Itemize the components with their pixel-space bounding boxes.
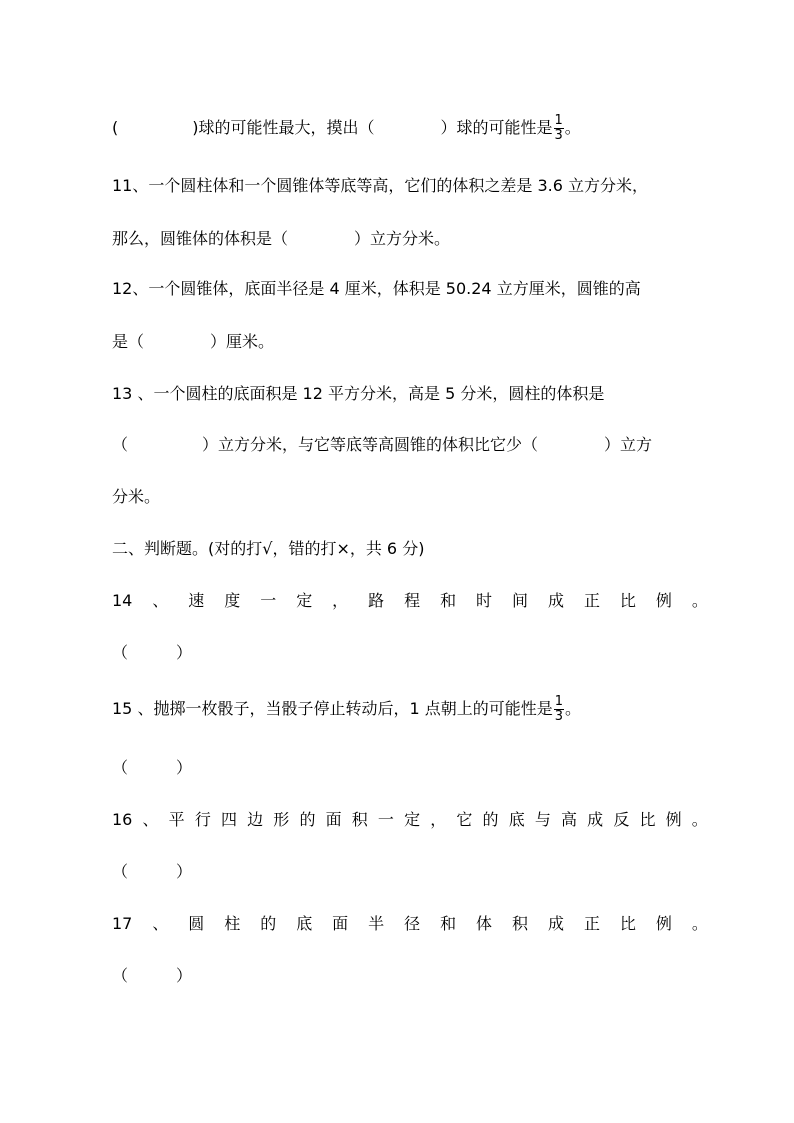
q14-char: 成 bbox=[547, 591, 564, 610]
q14-char: 速 bbox=[188, 591, 205, 610]
q10-fraction bbox=[554, 114, 564, 143]
q16-char: 积 bbox=[351, 810, 368, 829]
q16-char: 的 bbox=[299, 810, 316, 829]
q17-statement bbox=[112, 909, 708, 939]
q16-char: 形 bbox=[273, 810, 290, 829]
q12-line1: 12、一个圆锥体，底面半径是 4 厘米，体积是 50.24 立方厘米，圆锥的高 bbox=[112, 279, 641, 298]
q17-char: 体 bbox=[476, 914, 493, 933]
q16-char: 。 bbox=[691, 810, 708, 829]
q10-frac-den: 3 bbox=[554, 128, 563, 143]
q10-open-paren: ( bbox=[112, 118, 119, 137]
q12-line2-a: 是（ bbox=[112, 332, 145, 351]
q11-line2-a: 那么，圆锥体的体积是（ bbox=[112, 229, 289, 248]
q16-char: 、 bbox=[142, 810, 159, 829]
q17-char: 圆 bbox=[188, 914, 205, 933]
q16-statement bbox=[112, 805, 708, 835]
q16-char: 比 bbox=[639, 810, 656, 829]
q10-period: 。 bbox=[564, 118, 581, 137]
q14-char: 。 bbox=[691, 591, 708, 610]
q14-char: 一 bbox=[260, 591, 277, 610]
q10-frac-num: 1 bbox=[554, 113, 563, 128]
q12-line2-b: ）厘米。 bbox=[210, 332, 275, 351]
q17-char: 成 bbox=[547, 914, 564, 933]
q15-frac-num: 1 bbox=[554, 694, 563, 709]
section2-heading: 二、判断题。(对的打√，错的打×，共 6 分) bbox=[112, 539, 425, 558]
q15-answer-paren[interactable]: （ ） bbox=[112, 758, 193, 777]
q16-char: 高 bbox=[561, 810, 578, 829]
q16-char: 平 bbox=[168, 810, 185, 829]
q15-period: 。 bbox=[565, 699, 582, 718]
q17-char: 的 bbox=[260, 914, 277, 933]
q16-char: 行 bbox=[194, 810, 211, 829]
q17-char: 底 bbox=[296, 914, 313, 933]
q15-frac-den: 3 bbox=[554, 709, 563, 724]
q11-line2 bbox=[112, 224, 708, 254]
q16-char: 与 bbox=[534, 810, 551, 829]
q13-line2-b: ）立方分米，与它等底等高圆锥的体积比它少（ bbox=[202, 435, 539, 454]
q17-char: 积 bbox=[512, 914, 529, 933]
q17-char: 例 bbox=[655, 914, 672, 933]
q13-line2-a: （ bbox=[112, 435, 129, 454]
q14-char: 14 bbox=[112, 591, 133, 610]
q16-char: 它 bbox=[456, 810, 473, 829]
q10-mid-text: )球的可能性最大，摸出（ bbox=[192, 118, 375, 137]
q16-char: 成 bbox=[587, 810, 604, 829]
q14-char: 定 bbox=[296, 591, 313, 610]
q16-char: 底 bbox=[508, 810, 525, 829]
q15-text: 15 、抛掷一枚骰子，当骰子停止转动后，1 点朝上的可能性是 bbox=[112, 699, 553, 718]
q14-char: 程 bbox=[404, 591, 421, 610]
q17-char: 径 bbox=[404, 914, 421, 933]
q16-char: 面 bbox=[325, 810, 342, 829]
q10-end-text: ）球的可能性是 bbox=[440, 118, 553, 137]
q12-line2 bbox=[112, 327, 708, 357]
q17-char: 比 bbox=[619, 914, 636, 933]
q14-char: 路 bbox=[368, 591, 385, 610]
q17-char: 面 bbox=[332, 914, 349, 933]
q16-answer-paren[interactable]: （ ） bbox=[112, 862, 193, 881]
q16-char: 16 bbox=[112, 810, 133, 829]
q13-line2 bbox=[112, 430, 708, 460]
q17-char: 半 bbox=[368, 914, 385, 933]
q17-char: 。 bbox=[691, 914, 708, 933]
q10-answer-line bbox=[112, 113, 708, 143]
q17-answer-paren[interactable]: （ ） bbox=[112, 966, 193, 985]
q14-statement bbox=[112, 586, 708, 616]
q14-char: ， bbox=[332, 591, 349, 610]
q14-char: 间 bbox=[512, 591, 529, 610]
q13-line2-c: ）立方 bbox=[604, 435, 653, 454]
q14-char: 比 bbox=[619, 591, 636, 610]
q15-fraction bbox=[554, 695, 564, 724]
q17-char: 17 bbox=[112, 914, 133, 933]
q13-line3: 分米。 bbox=[112, 487, 161, 506]
q17-char: 正 bbox=[583, 914, 600, 933]
q14-char: 和 bbox=[440, 591, 457, 610]
q17-char: 、 bbox=[152, 914, 169, 933]
q15-statement bbox=[112, 694, 708, 724]
q16-char: 例 bbox=[665, 810, 682, 829]
q14-char: 例 bbox=[655, 591, 672, 610]
q16-char: 四 bbox=[220, 810, 237, 829]
q16-char: 一 bbox=[377, 810, 394, 829]
q17-char: 和 bbox=[440, 914, 457, 933]
q16-char: 边 bbox=[247, 810, 264, 829]
q17-char: 柱 bbox=[224, 914, 241, 933]
q16-char: 反 bbox=[613, 810, 630, 829]
q11-line2-b: ）立方分米。 bbox=[354, 229, 451, 248]
q16-char: 定 bbox=[404, 810, 421, 829]
q16-char: ， bbox=[430, 810, 447, 829]
q13-line1: 13 、一个圆柱的底面积是 12 平方分米，高是 5 分米，圆柱的体积是 bbox=[112, 384, 605, 403]
q11-line1: 11、一个圆柱体和一个圆锥体等底等高，它们的体积之差是 3.6 立方分米， bbox=[112, 176, 648, 195]
q14-char: 正 bbox=[583, 591, 600, 610]
q14-answer-paren[interactable]: （ ） bbox=[112, 643, 193, 662]
q14-char: 、 bbox=[152, 591, 169, 610]
q14-char: 时 bbox=[476, 591, 493, 610]
q16-char: 的 bbox=[482, 810, 499, 829]
q14-char: 度 bbox=[224, 591, 241, 610]
